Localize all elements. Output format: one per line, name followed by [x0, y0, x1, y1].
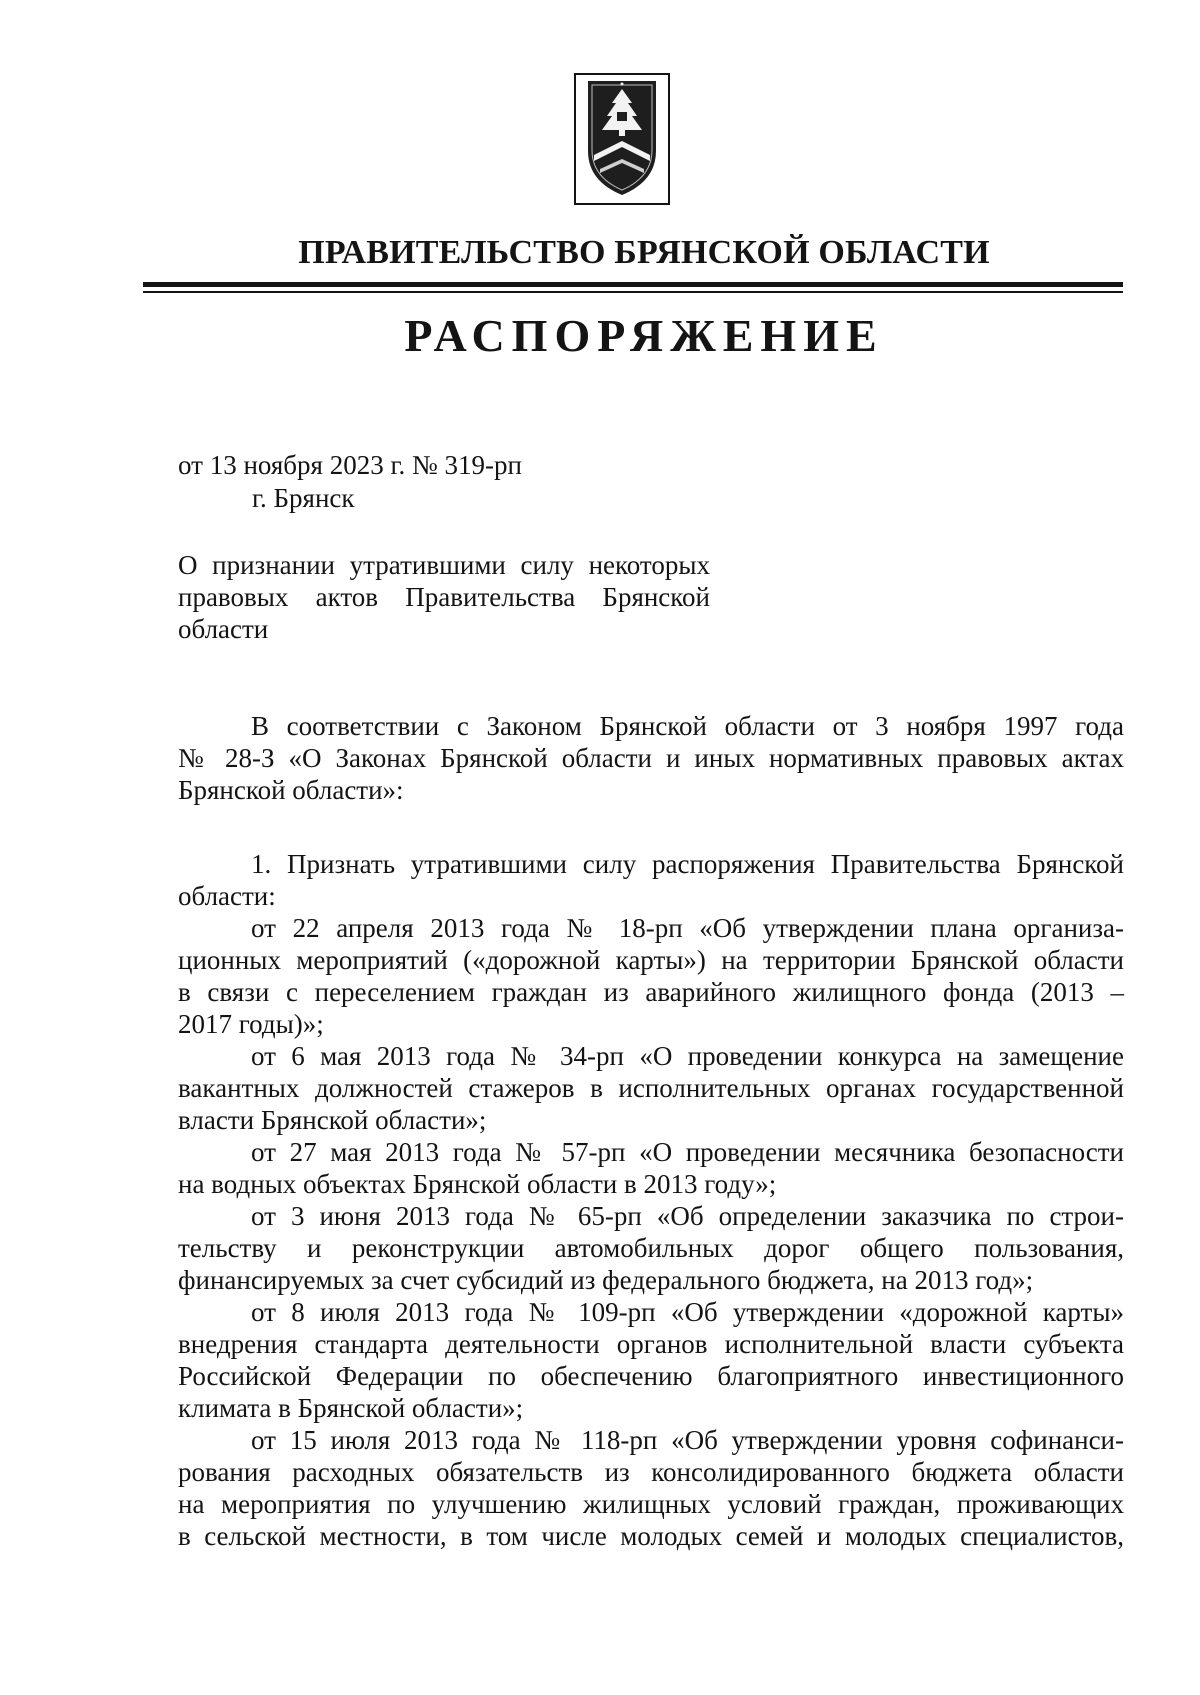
bryansk-coat-of-arms-icon: [574, 73, 670, 205]
body-line: от 3 июня 2013 года № 65-рп «Об определении заказчика по строи-: [251, 1201, 1124, 1231]
subject-line: области: [178, 614, 269, 644]
body-line: от 22 апреля 2013 года № 18-рп «Об утверждении плана организа-: [251, 913, 1124, 943]
document-date-number: от 13 ноября 2023 г. № 319-рп: [178, 450, 522, 480]
header-divider: [143, 282, 1123, 295]
body-line: в связи с переселением граждан из аварийного жилищного фонда (2013 –: [178, 977, 1124, 1007]
body-line: 2017 годы)»;: [178, 1009, 324, 1039]
preamble-line: В соответствии с Законом Брянской области от 3 ноября 1997 года: [251, 711, 1124, 741]
document-subject: [178, 549, 710, 645]
organization-title: ПРАВИТЕЛЬСТВО БРЯНСКОЙ ОБЛАСТИ: [298, 234, 990, 271]
body-line: Российской Федерации по обеспечению благоприятного инвестиционного: [178, 1361, 1124, 1391]
body-line: 1. Признать утратившими силу распоряжения Правительства Брянской: [251, 849, 1124, 879]
body-line: ционных мероприятий («дорожной карты») на территории Брянской области: [178, 945, 1124, 975]
body-line: на водных объектах Брянской области в 2013 году»;: [178, 1169, 777, 1199]
body-line: финансируемых за счет субсидий из федерального бюджета, на 2013 год»;: [178, 1265, 1034, 1295]
body-line: от 6 мая 2013 года № 34-рп «О проведении конкурса на замещение: [251, 1041, 1124, 1071]
document-body: [178, 710, 1124, 1552]
subject-line: правовых актов Правительства Брянской: [178, 582, 710, 612]
document-type-title: РАСПОРЯЖЕНИЕ: [404, 310, 884, 361]
preamble-line: Брянской области»:: [178, 775, 404, 805]
subject-line: О признании утратившими силу некоторых: [178, 550, 710, 580]
body-line: от 15 июля 2013 года № 118-рп «Об утверждении уровня софинанси-: [251, 1425, 1124, 1455]
body-line: климата в Брянской области»;: [178, 1393, 524, 1423]
body-line: рования расходных обязательств из консолидированного бюджета области: [178, 1457, 1124, 1487]
preamble-line: № 28-З «О Законах Брянской области и иных нормативных правовых актах: [178, 743, 1124, 773]
body-line: в сельской местности, в том числе молодых семей и молодых специалистов,: [178, 1521, 1124, 1551]
document-city: г. Брянск: [252, 483, 355, 513]
body-line: на мероприятия по улучшению жилищных условий граждан, проживающих: [178, 1489, 1124, 1519]
body-line: власти Брянской области»;: [178, 1105, 487, 1135]
body-line: тельству и реконструкции автомобильных дорог общего пользования,: [178, 1233, 1124, 1263]
body-line: внедрения стандарта деятельности органов исполнительной власти субъекта: [178, 1329, 1124, 1359]
body-line: от 8 июля 2013 года № 109-рп «Об утверждении «дорожной карты»: [251, 1297, 1124, 1327]
body-line: вакантных должностей стажеров в исполнительных органах государственной: [178, 1073, 1124, 1103]
body-line: области:: [178, 881, 276, 911]
body-line: от 27 мая 2013 года № 57-рп «О проведении месячника безопасности: [251, 1137, 1124, 1167]
